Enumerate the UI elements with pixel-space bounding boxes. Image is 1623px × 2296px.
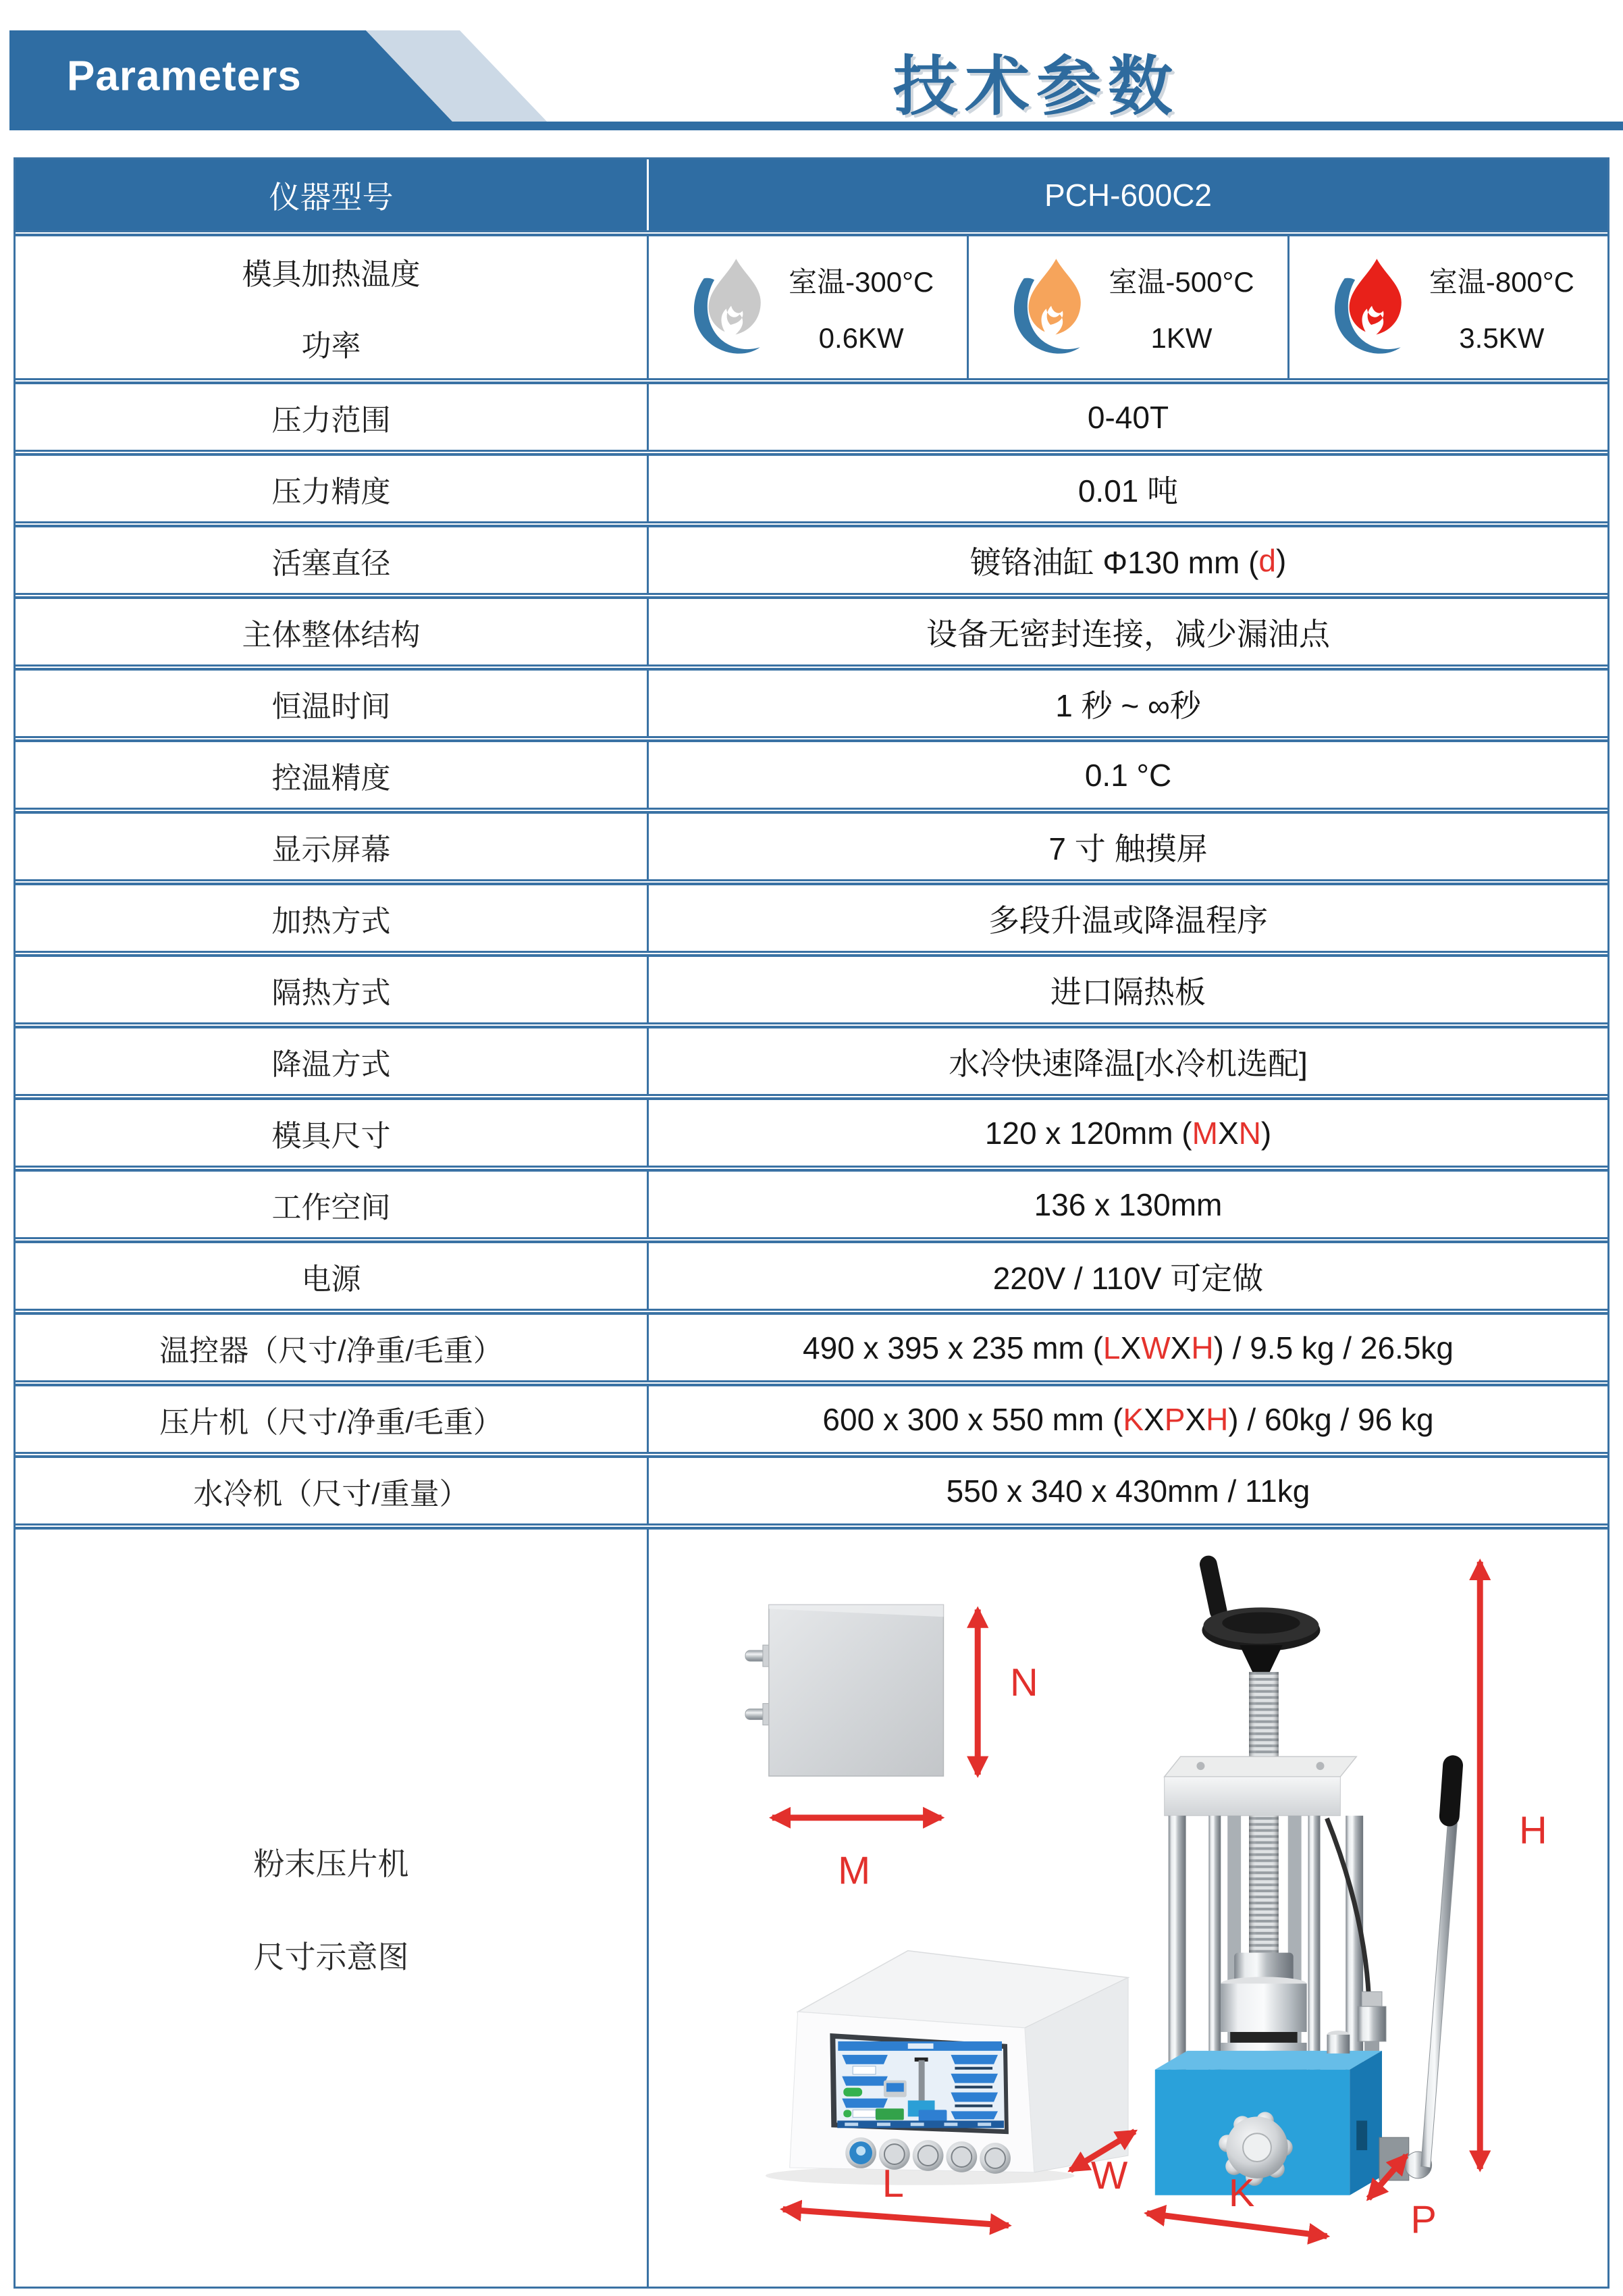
pump-lever bbox=[1379, 1754, 1464, 2181]
heat-temp: 室温-800°C bbox=[1429, 266, 1574, 298]
dim-label-n: N bbox=[1009, 1661, 1038, 1704]
spec-table bbox=[14, 157, 1609, 2289]
row-value: 0-40T bbox=[1087, 399, 1169, 435]
banner-label: Parameters bbox=[67, 53, 302, 100]
parameters-banner bbox=[9, 30, 563, 122]
row-divider bbox=[16, 736, 1607, 742]
row-divider bbox=[16, 378, 1607, 384]
header-band bbox=[0, 0, 1623, 157]
row-label: 显示屏幕 bbox=[16, 814, 649, 879]
row-value: 120 x 120mm ( M X N ) bbox=[984, 1115, 1272, 1151]
row-value: 0.01 吨 bbox=[1077, 473, 1179, 508]
row-divider bbox=[16, 1380, 1607, 1386]
row-divider bbox=[16, 1237, 1607, 1243]
row-value: 490 x 395 x 235 mm ( L X W X H ) / 9.5 kg / 26.5kg bbox=[803, 1330, 1454, 1365]
heat-option-text bbox=[1429, 257, 1574, 357]
row-value: 136 x 130mm bbox=[1034, 1186, 1223, 1222]
row-label: 降温方式 bbox=[16, 1028, 649, 1094]
table-row bbox=[16, 1458, 1607, 1523]
row-label: 控温精度 bbox=[16, 742, 649, 808]
heating-label-line2: 功率 bbox=[301, 330, 361, 363]
dim-label-h: H bbox=[1518, 1808, 1547, 1852]
table-row bbox=[16, 814, 1607, 879]
row-value: 设备无密封连接，减少漏油点 bbox=[926, 616, 1330, 652]
flame-icon bbox=[1323, 255, 1418, 360]
table-row bbox=[16, 957, 1607, 1022]
page-title: 技术参数 bbox=[893, 51, 1179, 123]
row-label: 恒温时间 bbox=[16, 671, 649, 736]
row-divider bbox=[16, 1452, 1607, 1458]
row-divider bbox=[16, 450, 1607, 456]
row-value: 220V / 110V 可定做 bbox=[992, 1260, 1264, 1296]
heating-label bbox=[16, 236, 649, 378]
row-value: 0.1 °C bbox=[1084, 757, 1172, 793]
heat-power: 1KW bbox=[1150, 322, 1213, 354]
dim-label-p: P bbox=[1410, 2198, 1437, 2242]
row-divider bbox=[16, 1309, 1607, 1315]
flame-icon bbox=[682, 255, 778, 360]
table-row bbox=[16, 671, 1607, 736]
press-machine bbox=[1155, 1554, 1464, 2195]
mold-plate bbox=[745, 1604, 943, 1776]
table-row bbox=[16, 1100, 1607, 1166]
row-value: 进口隔热板 bbox=[1050, 974, 1206, 1010]
heat-option-800 bbox=[1287, 236, 1607, 378]
table-row bbox=[16, 527, 1607, 593]
heating-row bbox=[16, 236, 1607, 378]
heating-label-line1: 模具加热温度 bbox=[242, 258, 421, 291]
dim-label-k: K bbox=[1228, 2171, 1255, 2215]
heat-temp: 室温-500°C bbox=[1109, 266, 1254, 298]
row-divider bbox=[16, 593, 1607, 599]
diagram-label-line1: 粉末压片机 bbox=[253, 1846, 409, 1881]
table-row bbox=[16, 384, 1607, 450]
row-value: 1 秒 ~ ∞秒 bbox=[1055, 687, 1201, 723]
row-label: 工作空间 bbox=[16, 1172, 649, 1237]
flame-icon bbox=[1002, 255, 1098, 360]
row-value: 多段升温或降温程序 bbox=[988, 902, 1268, 938]
row-divider bbox=[16, 1094, 1607, 1100]
row-divider bbox=[16, 951, 1607, 957]
row-label: 电源 bbox=[16, 1243, 649, 1309]
dimension-arrow-h bbox=[1480, 1562, 1547, 2169]
model-label: 仪器型号 bbox=[16, 159, 649, 230]
heat-power: 0.6KW bbox=[818, 322, 904, 354]
heat-option-500 bbox=[967, 236, 1287, 378]
table-row bbox=[16, 456, 1607, 521]
heat-temp: 室温-300°C bbox=[789, 266, 934, 298]
dim-label-l: L bbox=[882, 2162, 904, 2206]
row-value: 7 寸 触摸屏 bbox=[1048, 831, 1208, 866]
diagram-label bbox=[16, 1530, 649, 2287]
heat-option-text bbox=[789, 257, 934, 357]
heat-option-text bbox=[1109, 257, 1254, 357]
table-row bbox=[16, 1386, 1607, 1452]
row-value: 镀铬油缸 Φ130 mm ( d ) bbox=[969, 542, 1287, 580]
dimension-arrow-n bbox=[978, 1609, 1038, 1775]
table-row bbox=[16, 1028, 1607, 1094]
heat-power: 3.5KW bbox=[1459, 322, 1545, 354]
dim-label-m: M bbox=[838, 1849, 871, 1893]
controller-unit bbox=[766, 1951, 1128, 2185]
diagram-label-line2: 尺寸示意图 bbox=[253, 1939, 409, 1975]
row-divider bbox=[16, 521, 1607, 527]
row-divider bbox=[16, 1166, 1607, 1172]
size-diagram bbox=[649, 1530, 1607, 2287]
table-row bbox=[16, 885, 1607, 951]
row-value: 600 x 300 x 550 mm ( K X P X H ) / 60kg / 96 kg bbox=[822, 1401, 1434, 1437]
row-label: 水冷机（尺寸/重量） bbox=[16, 1458, 649, 1523]
table-row bbox=[16, 1315, 1607, 1380]
row-label: 主体整体结构 bbox=[16, 599, 649, 664]
dim-label-w: W bbox=[1090, 2154, 1128, 2198]
row-divider bbox=[16, 879, 1607, 885]
table-row bbox=[16, 1172, 1607, 1237]
row-value: 水冷快速降温[水冷机选配] bbox=[949, 1045, 1308, 1081]
row-label: 温控器（尺寸/净重/毛重） bbox=[16, 1315, 649, 1380]
row-label: 压力范围 bbox=[16, 384, 649, 450]
diagram-cell bbox=[649, 1530, 1607, 2287]
heating-options bbox=[649, 236, 1607, 378]
dimension-arrow-m bbox=[772, 1818, 942, 1893]
row-label: 模具尺寸 bbox=[16, 1100, 649, 1166]
row-divider bbox=[16, 1523, 1607, 1530]
row-label: 活塞直径 bbox=[16, 527, 649, 593]
row-label: 隔热方式 bbox=[16, 957, 649, 1022]
row-divider bbox=[16, 1022, 1607, 1028]
heat-option-300 bbox=[649, 236, 967, 378]
table-row bbox=[16, 599, 1607, 664]
row-divider bbox=[16, 230, 1607, 236]
table-row bbox=[16, 742, 1607, 808]
diagram-row bbox=[16, 1530, 1607, 2287]
model-row bbox=[16, 159, 1607, 230]
controller-screen bbox=[830, 2033, 1009, 2134]
row-value: 550 x 340 x 430mm / 11kg bbox=[946, 1473, 1310, 1509]
row-label: 压力精度 bbox=[16, 456, 649, 521]
row-divider bbox=[16, 664, 1607, 671]
row-label: 压片机（尺寸/净重/毛重） bbox=[16, 1386, 649, 1452]
table-row bbox=[16, 1243, 1607, 1309]
row-label: 加热方式 bbox=[16, 885, 649, 951]
model-value: PCH-600C2 bbox=[1044, 177, 1212, 213]
row-divider bbox=[16, 808, 1607, 814]
